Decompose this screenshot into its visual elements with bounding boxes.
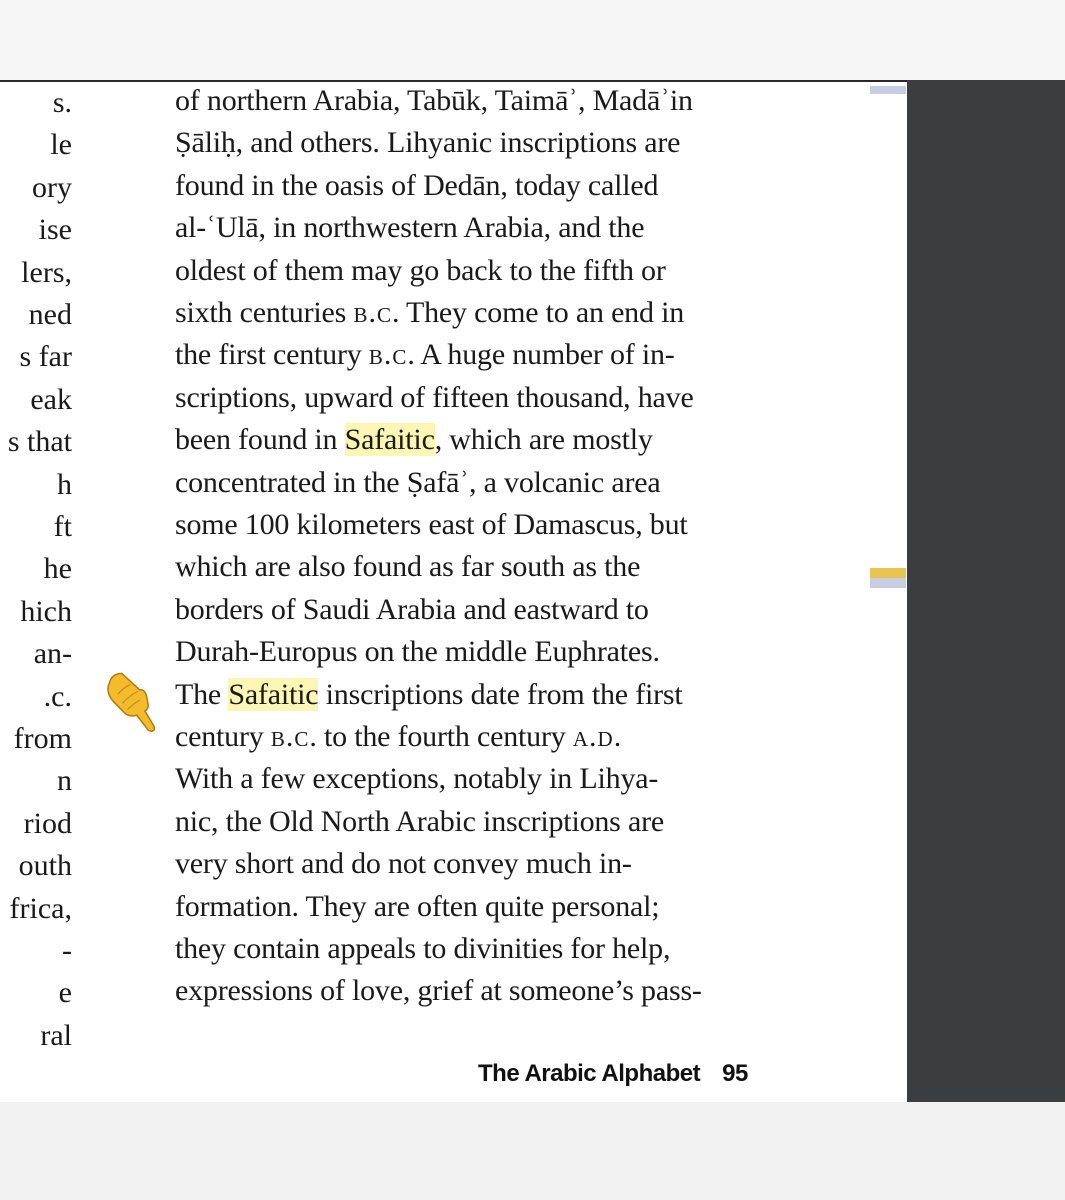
left-column-fragment: h [57,467,72,501]
text-run: borders of Saudi Arabia and eastward to [175,592,649,626]
left-column-fragment: .c. [43,679,72,713]
left-column-fragment: outh [18,849,72,883]
left-column-fragment: ned [28,298,72,331]
text-line [175,465,661,499]
small-caps-text: a.d [572,720,614,753]
text-run: . to the fourth century [309,720,573,753]
text-line [175,168,659,202]
scroll-marker-highlight[interactable] [870,568,906,578]
left-column-fragment: frica, [9,891,72,925]
text-line [175,637,660,667]
left-column-fragment: riod [23,806,72,840]
text-run: some 100 kilometers east of Damascus, but [175,508,688,541]
text-line [175,889,660,923]
left-column-fragment: n [57,764,72,798]
text-line [175,86,693,116]
left-column-fragment: s that [7,425,72,459]
text-run: concentrated in the Ṣafāʾ, a volcanic area [175,465,661,499]
text-run: , which are mostly [434,423,653,457]
left-column-fragment: ral [40,1018,72,1052]
text-line [175,552,640,582]
text-run: nic, the Old North Arabic inscriptions are [175,804,664,838]
text-run: century [175,720,271,753]
text-line [175,213,644,243]
left-column-fragment: e [58,976,72,1010]
left-column-fragment: - [62,934,72,967]
text-line [175,764,658,794]
text-line [175,510,688,540]
left-column-fragment: le [50,128,72,162]
left-column-fragment: eak [30,382,72,416]
highlighted-term[interactable]: Safaitic [344,423,435,457]
text-run: scriptions, upward of fifteen thousand, have [175,380,694,414]
left-column-fragment: from [13,722,72,755]
scroll-marker-top[interactable] [870,86,906,94]
footer-title: The Arabic Alphabet [478,1060,701,1087]
text-run: . A huge number of in- [407,338,675,372]
text-line [175,849,632,879]
small-caps-text: b.c [270,720,310,753]
text-run: of northern Arabia, Tabūk, Taimāʾ, Madāʾin [175,84,693,117]
text-line [175,592,649,626]
text-line [175,677,683,711]
text-run: Durah-Europus on the middle Euphrates. [175,635,660,669]
text-line [175,804,664,838]
top-bar [0,0,1065,80]
side-panel [907,80,1065,1102]
text-run: al-ʿUlā, in northwestern Arabia, and the [175,211,645,245]
page-number: 95 [722,1060,748,1087]
left-page-column [0,80,90,1090]
text-run: formation. They are often quite personal; [175,889,660,923]
text-run: they contain appeals to divinities for help, [175,932,671,965]
left-column-fragment: s. [52,86,72,119]
text-run: found in the oasis of Dedān, today called [175,168,659,202]
text-line [175,340,675,370]
text-line [175,722,621,752]
text-run: which are also found as far south as the [175,550,641,584]
text-run: With a few exceptions, notably in Lihya- [175,762,659,796]
text-line [175,425,653,455]
bottom-bar [0,1102,1065,1200]
text-run: The [175,677,229,711]
left-column-fragment: lers, [21,255,72,289]
text-run: Ṣāliḥ, and others. Lihyanic inscriptions are [175,126,681,160]
text-run: been found in [175,423,345,457]
text-run: the first century [175,338,369,372]
small-caps-text: b.c [353,296,392,329]
text-run: inscriptions date from the first [318,677,683,711]
text-run: oldest of them may go back to the fifth or [175,253,666,287]
left-column-fragment: he [43,552,72,586]
running-footer [478,1060,748,1088]
left-column-fragment: hich [20,594,72,628]
text-line [175,298,684,328]
text-line [175,934,670,964]
highlighted-term[interactable]: Safaitic [228,677,319,711]
left-column-fragment: ory [32,170,72,204]
left-column-fragment: ise [38,213,72,247]
text-run: sixth centuries [175,296,354,329]
text-line [175,253,666,287]
text-run: . They come to an end in [391,296,685,329]
backhand-index-pointing-down-icon [104,666,164,738]
left-column-fragment: an- [33,637,72,671]
small-caps-text: b.c [368,338,408,372]
text-line [175,976,702,1006]
text-run: expressions of love, grief at someone’s pass- [175,974,702,1008]
left-column-fragment: s far [19,340,72,374]
scroll-marker-secondary[interactable] [870,578,906,588]
left-column-fragment: ft [53,510,72,543]
text-run: . [613,720,621,753]
text-line [175,128,680,158]
text-line [175,380,694,414]
text-run: very short and do not convey much in- [175,847,632,881]
